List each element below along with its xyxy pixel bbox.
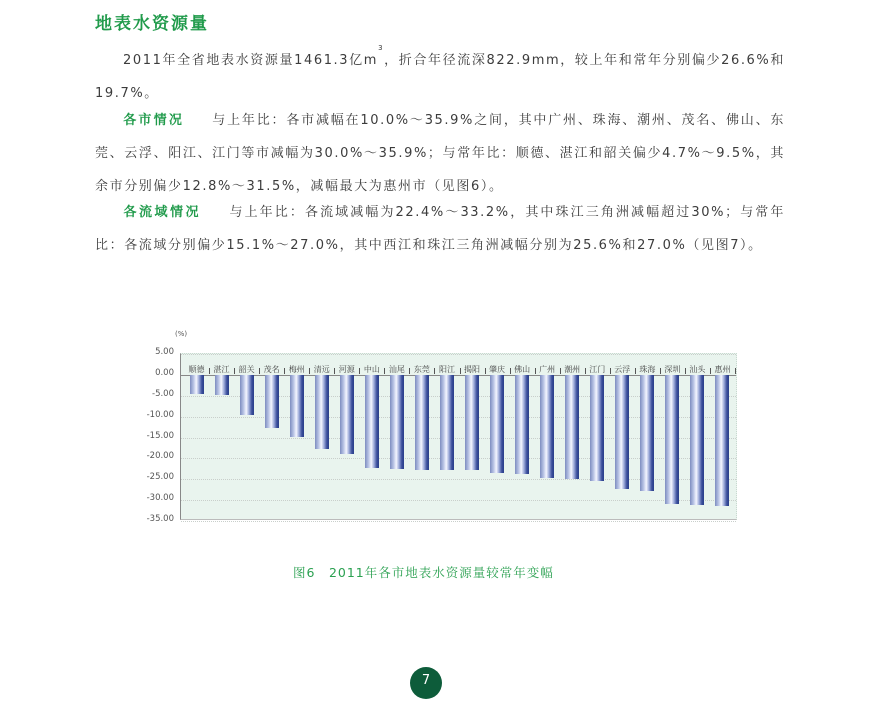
category-label: 中山 (363, 365, 380, 374)
gridline (181, 354, 736, 355)
superscript: 3 (378, 44, 385, 52)
bar (615, 375, 629, 489)
bar (315, 375, 329, 449)
category-label: 汕尾 (388, 365, 405, 374)
cities-text: 与上年比：各市减幅在10.0%～35.9%之间，其中广州、珠海、潮州、茂名、佛山、东莞、云浮、阳江、江门等市减幅为30.0%～35.9%；与常年比：顺德、湛江和韶关偏少4.7%～9.5%，其余市分别偏少12.8%～31.5%，减幅最大为惠州市（见图6）。 (95, 113, 785, 194)
category-label: 东莞 (413, 365, 430, 374)
y-tick-label: -15.00 (146, 430, 174, 441)
y-tick-label: 5.00 (155, 347, 174, 357)
category-label: 梅州 (288, 365, 305, 374)
y-tick-label: -25.00 (146, 472, 174, 483)
bar (665, 375, 679, 504)
category-label: 云浮 (614, 365, 631, 374)
y-tick-label: -35.00 (146, 514, 174, 524)
category-separator (735, 368, 736, 374)
category-label: 潮州 (564, 365, 581, 374)
bar (265, 375, 279, 428)
plot-area (180, 353, 737, 520)
bar (240, 375, 254, 415)
basins-text: 与上年比：各流域减幅为22.4%～33.2%，其中珠江三角洲减幅超过30%；与常年比：各流域分别偏少15.1%～27.0%，其中西江和珠江三角洲减幅分别为25.6%和27.0%（见图7）。 (95, 205, 785, 253)
category-label: 湛江 (213, 365, 230, 374)
y-tick-label: -30.00 (146, 493, 174, 504)
bar-chart-figure6 (140, 330, 750, 530)
y-tick-label: 0.00 (155, 367, 174, 378)
category-label: 顺德 (188, 365, 205, 374)
category-label: 肇庆 (489, 365, 506, 374)
summary-text-b: ，折合年径流深822.9mm，较上年和常年分别偏少26.6%和19.7%。 (95, 53, 785, 101)
category-label: 佛山 (514, 365, 531, 374)
bar (440, 375, 454, 471)
section-title: 地表水资源量 (95, 14, 209, 34)
bar (390, 375, 404, 469)
y-axis-unit: (%) (175, 330, 188, 338)
bar (565, 375, 579, 479)
bar (415, 375, 429, 470)
bar (215, 375, 229, 395)
cities-heading: 各市情况 (123, 113, 185, 128)
gridline (181, 500, 736, 501)
bar (640, 375, 654, 491)
summary-text-a: 2011年全省地表水资源量1461.3亿m (123, 53, 379, 68)
category-label: 深圳 (664, 365, 681, 374)
bar (465, 375, 479, 471)
paragraph-summary (95, 44, 785, 110)
bar (715, 375, 729, 507)
gridline (181, 521, 736, 522)
category-label: 揭阳 (464, 365, 481, 374)
bar (490, 375, 504, 474)
category-label: 茂名 (263, 365, 280, 374)
bar (690, 375, 704, 505)
y-tick-label: -10.00 (146, 409, 174, 420)
bar (540, 375, 554, 479)
category-label: 清远 (313, 365, 330, 374)
basins-heading: 各流域情况 (123, 205, 201, 220)
y-tick-label: -5.00 (152, 388, 174, 399)
bar (365, 375, 379, 468)
bar (515, 375, 529, 474)
category-label: 广州 (539, 365, 556, 374)
category-label: 汕头 (689, 365, 706, 374)
bar (290, 375, 304, 437)
figure-caption: 图6 2011年各市地表水资源量较常年变幅 (293, 565, 554, 580)
paragraph-basins (95, 196, 785, 262)
bar (340, 375, 354, 454)
category-label: 韶关 (238, 365, 255, 374)
bar (590, 375, 604, 481)
bar (190, 375, 204, 395)
category-label: 江门 (589, 365, 606, 374)
category-label: 阳江 (438, 365, 455, 374)
category-label: 珠海 (639, 365, 656, 374)
category-label: 河源 (338, 365, 355, 374)
y-tick-label: -20.00 (146, 451, 174, 462)
page-number-badge: 7 (410, 667, 442, 699)
category-label: 惠州 (714, 365, 731, 374)
paragraph-cities (95, 104, 785, 203)
